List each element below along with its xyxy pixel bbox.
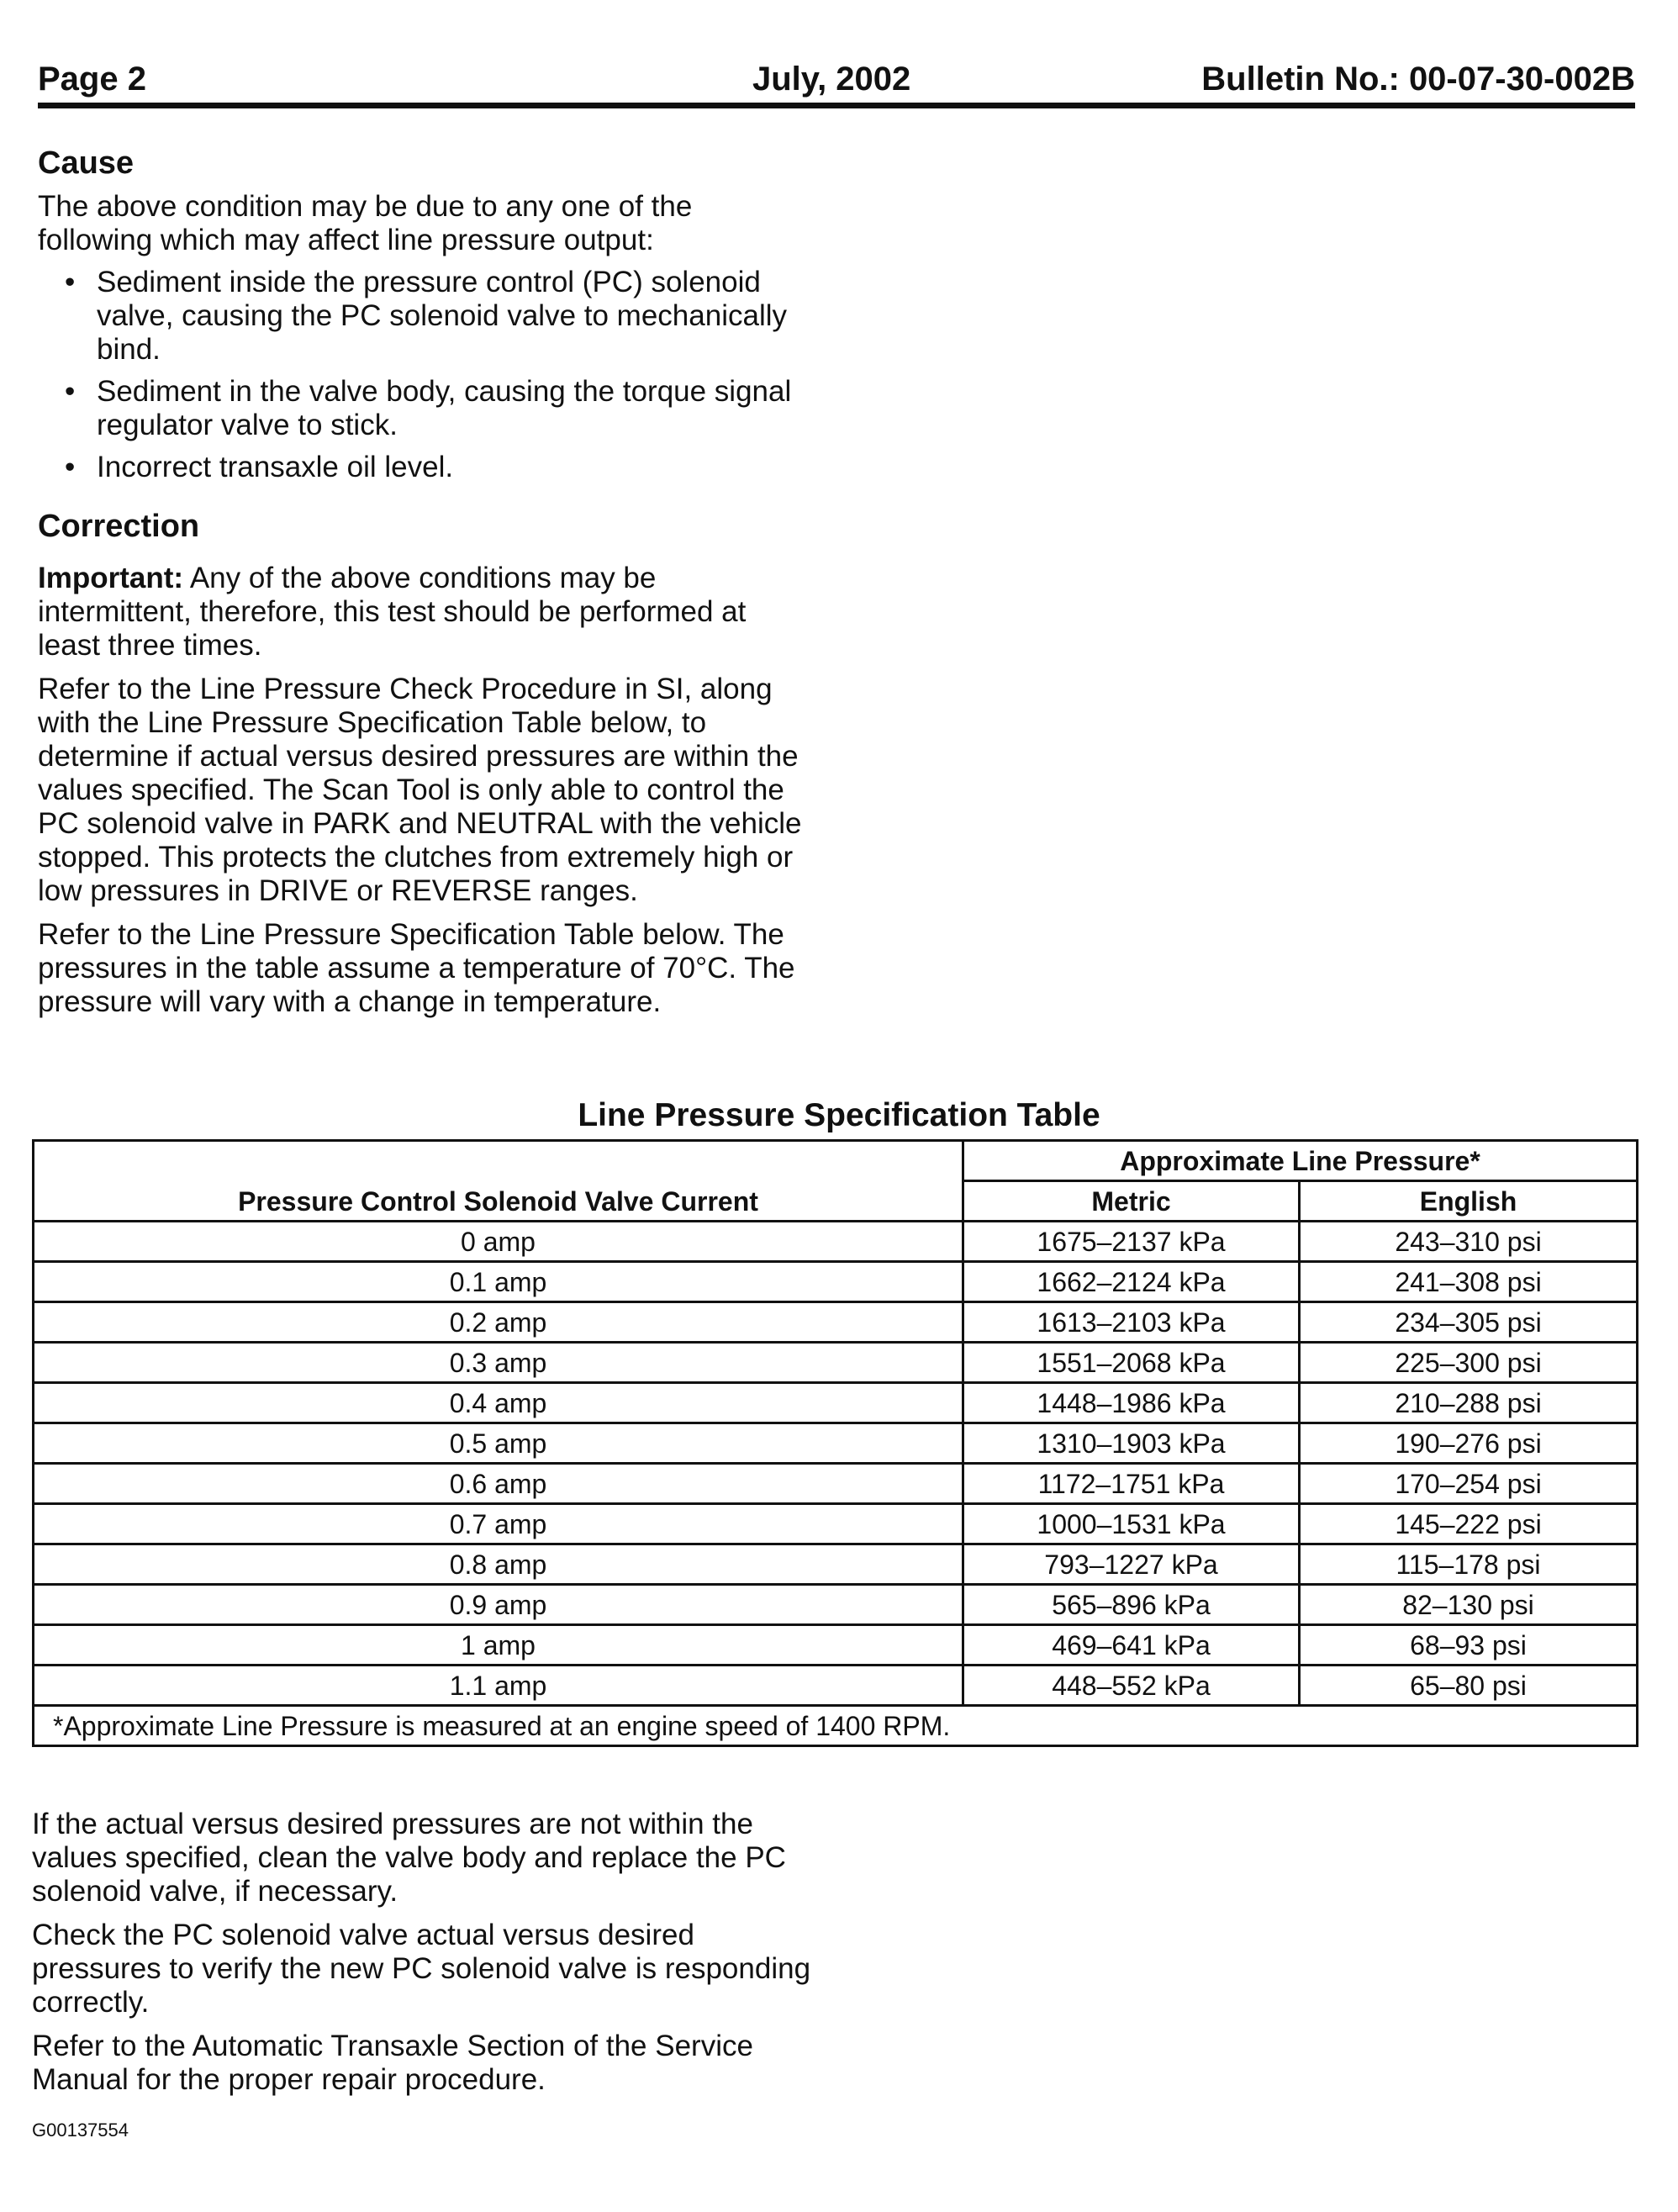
cell-english: 115–178 psi (1300, 1544, 1638, 1585)
table-row (34, 1504, 1638, 1544)
correction-section (38, 506, 811, 1019)
line-pressure-table (32, 1139, 1638, 1747)
cell-current: 0.2 amp (34, 1302, 963, 1343)
table-title: Line Pressure Specification Table (578, 1097, 1100, 1133)
closing-paragraph-1: If the actual versus desired pressures are not within the values specified, clean the valve body and replace the PC solenoid valve, if necessary. (32, 1808, 786, 1908)
table-footnote: *Approximate Line Pressure is measured at an engine speed of 1400 RPM. (34, 1706, 1638, 1746)
cell-current: 0.6 amp (34, 1464, 963, 1504)
cell-english: 65–80 psi (1300, 1666, 1638, 1706)
cell-english: 241–308 psi (1300, 1262, 1638, 1302)
document-code: G00137554 (32, 2120, 129, 2141)
cause-bullet: • Sediment inside the pressure control (PC) solenoid valve, causing the PC solenoid valve to mechanically bind. (38, 266, 811, 367)
cell-english: 243–310 psi (1300, 1222, 1638, 1262)
closing-paragraph-2: Check the PC solenoid valve actual versus desired pressures to verify the new PC solenoid valve is responding correctly. (32, 1919, 811, 2019)
bulletin-number: Bulletin No.: 00-07-30-002B (1201, 61, 1635, 98)
cell-current: 1.1 amp (34, 1666, 963, 1706)
bulletin-date: July, 2002 (752, 61, 911, 98)
cause-list (38, 266, 811, 484)
cell-english: 82–130 psi (1300, 1585, 1638, 1625)
closing-paragraph-3: Refer to the Automatic Transaxle Section of the Service Manual for the proper repair procedure. (32, 2030, 753, 2096)
cell-english: 225–300 psi (1300, 1343, 1638, 1383)
page-header (38, 57, 1635, 101)
cell-metric: 1310–1903 kPa (963, 1423, 1300, 1464)
cause-bullet: • Incorrect transaxle oil level. (38, 451, 811, 484)
header-metric: Metric (963, 1181, 1300, 1222)
cell-current: 0.9 amp (34, 1585, 963, 1625)
cell-current: 0.3 amp (34, 1343, 963, 1383)
cell-current: 0.8 amp (34, 1544, 963, 1585)
cell-current: 0.5 amp (34, 1423, 963, 1464)
table-row (34, 1585, 1638, 1625)
cause-intro: The above condition may be due to any one of the following which may affect line pressure output: (38, 190, 693, 256)
cell-metric: 565–896 kPa (963, 1585, 1300, 1625)
cell-english: 190–276 psi (1300, 1423, 1638, 1464)
cell-metric: 1613–2103 kPa (963, 1302, 1300, 1343)
cause-heading: Cause (38, 145, 135, 181)
cell-english: 68–93 psi (1300, 1625, 1638, 1666)
cell-english: 210–288 psi (1300, 1383, 1638, 1423)
cell-metric: 793–1227 kPa (963, 1544, 1300, 1585)
cause-section (38, 143, 811, 484)
correction-heading: Correction (38, 509, 200, 544)
important-label: Important: (38, 562, 184, 594)
cell-english: 234–305 psi (1300, 1302, 1638, 1343)
table-row (34, 1343, 1638, 1383)
header-current: Pressure Control Solenoid Valve Current (34, 1141, 963, 1222)
important-note (38, 562, 811, 663)
header-approx-pressure: Approximate Line Pressure* (963, 1141, 1638, 1181)
table-row (34, 1262, 1638, 1302)
page-number: Page 2 (38, 61, 146, 98)
header-rule (38, 103, 1635, 108)
correction-paragraph-2: Refer to the Line Pressure Specification Table below. The pressures in the table assume a temperature of 70°C. The pressure will vary with a change in temperature. (38, 918, 795, 1018)
cell-english: 170–254 psi (1300, 1464, 1638, 1504)
cell-metric: 1172–1751 kPa (963, 1464, 1300, 1504)
cell-english: 145–222 psi (1300, 1504, 1638, 1544)
cell-current: 1 amp (34, 1625, 963, 1666)
cell-metric: 448–552 kPa (963, 1666, 1300, 1706)
correction-paragraph-1: Refer to the Line Pressure Check Procedure in SI, along with the Line Pressure Specification Table below, to determine if actual versus desired pressures are within the values specified. The Scan Tool is only able to control the PC solenoid valve in PARK and NEUTRAL with the vehicle stopped. This protects the clutches from extremely high or low pressures in DRIVE or REVERSE ranges. (38, 673, 802, 907)
table-row (34, 1423, 1638, 1464)
table-row (34, 1666, 1638, 1706)
cell-metric: 1675–2137 kPa (963, 1222, 1300, 1262)
table-row (34, 1383, 1638, 1423)
cell-current: 0.7 amp (34, 1504, 963, 1544)
table-footnote-row (34, 1706, 1638, 1746)
closing-section (32, 1808, 814, 2097)
cell-current: 0 amp (34, 1222, 963, 1262)
cell-metric: 1448–1986 kPa (963, 1383, 1300, 1423)
cell-current: 0.1 amp (34, 1262, 963, 1302)
important-text: Any of the above conditions may be intermittent, therefore, this test should be performed at least three times. (38, 562, 747, 662)
cell-metric: 469–641 kPa (963, 1625, 1300, 1666)
table-row (34, 1464, 1638, 1504)
table-row (34, 1625, 1638, 1666)
table-row (34, 1222, 1638, 1262)
table-row (34, 1302, 1638, 1343)
cause-bullet: • Sediment in the valve body, causing the torque signal regulator valve to stick. (38, 375, 811, 442)
cell-metric: 1662–2124 kPa (963, 1262, 1300, 1302)
cell-metric: 1551–2068 kPa (963, 1343, 1300, 1383)
cell-metric: 1000–1531 kPa (963, 1504, 1300, 1544)
table-row (34, 1544, 1638, 1585)
header-english: English (1300, 1181, 1638, 1222)
cell-current: 0.4 amp (34, 1383, 963, 1423)
